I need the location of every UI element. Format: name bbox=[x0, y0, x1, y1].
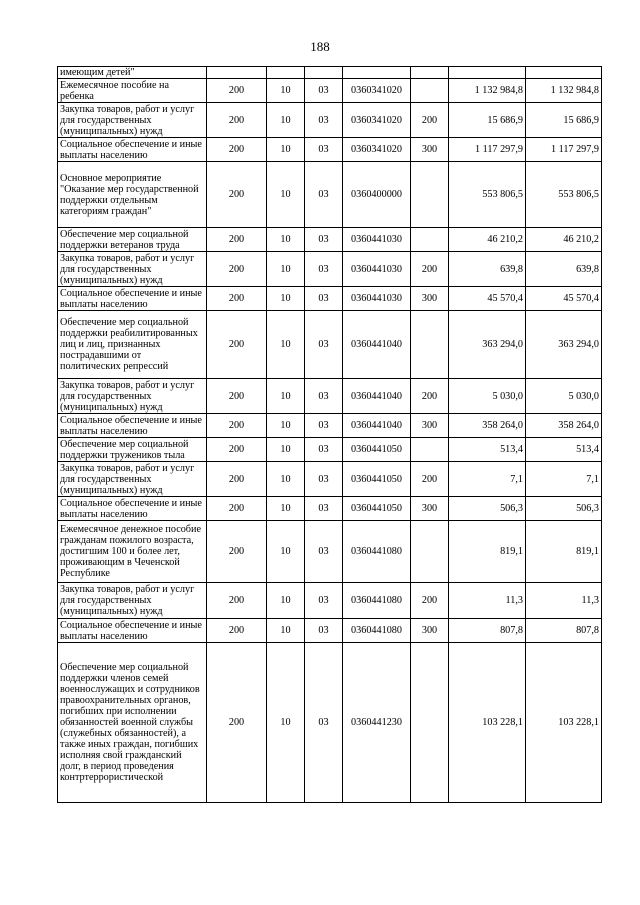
cell-vr bbox=[411, 228, 449, 252]
cell-gr: 200 bbox=[207, 643, 267, 803]
table-row bbox=[58, 138, 602, 162]
cell-csr: 0360441080 bbox=[343, 583, 411, 619]
table-row bbox=[58, 67, 602, 79]
cell-csr: 0360441080 bbox=[343, 619, 411, 643]
cell-rz: 10 bbox=[267, 643, 305, 803]
cell-vr bbox=[411, 162, 449, 228]
cell-name: Закупка товаров, работ и услуг для государственных (муниципальных) нужд bbox=[58, 252, 207, 287]
cell-pr: 03 bbox=[305, 583, 343, 619]
table-row bbox=[58, 521, 602, 583]
table-row bbox=[58, 583, 602, 619]
cell-name: Социальное обеспечение и иные выплаты населению bbox=[58, 414, 207, 438]
cell-pr: 03 bbox=[305, 462, 343, 497]
cell-csr: 0360341020 bbox=[343, 79, 411, 103]
cell-csr: 0360441050 bbox=[343, 438, 411, 462]
cell-sum1: 363 294,0 bbox=[449, 311, 526, 379]
cell-rz: 10 bbox=[267, 414, 305, 438]
cell-vr: 300 bbox=[411, 138, 449, 162]
cell-rz: 10 bbox=[267, 228, 305, 252]
cell-csr: 0360441040 bbox=[343, 311, 411, 379]
cell-csr: 0360400000 bbox=[343, 162, 411, 228]
cell-rz bbox=[267, 67, 305, 79]
cell-csr: 0360441050 bbox=[343, 497, 411, 521]
cell-gr: 200 bbox=[207, 438, 267, 462]
cell-rz: 10 bbox=[267, 462, 305, 497]
cell-sum2: 639,8 bbox=[526, 252, 602, 287]
table-row bbox=[58, 438, 602, 462]
table-row bbox=[58, 379, 602, 414]
table-row bbox=[58, 497, 602, 521]
cell-rz: 10 bbox=[267, 497, 305, 521]
cell-name: Обеспечение мер социальной поддержки реабилитированных лиц и лиц, признанных пострадавшими от политических репрессий bbox=[58, 311, 207, 379]
cell-name: Обеспечение мер социальной поддержки членов семей военнослужащих и сотрудников правоохранительных органов, погибших при исполнении обязанностей военной службы (служебных обязанностей), а также иных граждан, погибших исполняя свой гражданский долг, в период проведения контртеррористической bbox=[58, 643, 207, 803]
cell-csr: 0360441230 bbox=[343, 643, 411, 803]
cell-vr bbox=[411, 521, 449, 583]
cell-csr: 0360441030 bbox=[343, 287, 411, 311]
cell-vr: 200 bbox=[411, 462, 449, 497]
cell-sum2: 7,1 bbox=[526, 462, 602, 497]
table-row bbox=[58, 643, 602, 803]
cell-sum1: 358 264,0 bbox=[449, 414, 526, 438]
cell-vr: 300 bbox=[411, 414, 449, 438]
cell-gr: 200 bbox=[207, 252, 267, 287]
cell-vr bbox=[411, 67, 449, 79]
cell-gr: 200 bbox=[207, 462, 267, 497]
cell-name: Ежемесячное пособие на ребенка bbox=[58, 79, 207, 103]
cell-name: Закупка товаров, работ и услуг для государственных (муниципальных) нужд bbox=[58, 379, 207, 414]
cell-pr bbox=[305, 67, 343, 79]
cell-csr: 0360441040 bbox=[343, 414, 411, 438]
table-row bbox=[58, 287, 602, 311]
cell-gr: 200 bbox=[207, 287, 267, 311]
cell-sum2: 513,4 bbox=[526, 438, 602, 462]
cell-name: Социальное обеспечение и иные выплаты населению bbox=[58, 287, 207, 311]
cell-sum1: 15 686,9 bbox=[449, 103, 526, 138]
cell-sum1: 45 570,4 bbox=[449, 287, 526, 311]
table-row bbox=[58, 462, 602, 497]
cell-pr: 03 bbox=[305, 287, 343, 311]
cell-name: Закупка товаров, работ и услуг для государственных (муниципальных) нужд bbox=[58, 583, 207, 619]
table-row bbox=[58, 162, 602, 228]
cell-sum2: 363 294,0 bbox=[526, 311, 602, 379]
cell-csr: 0360341020 bbox=[343, 138, 411, 162]
cell-pr: 03 bbox=[305, 619, 343, 643]
cell-rz: 10 bbox=[267, 103, 305, 138]
cell-sum2: 1 132 984,8 bbox=[526, 79, 602, 103]
cell-pr: 03 bbox=[305, 228, 343, 252]
cell-sum1: 807,8 bbox=[449, 619, 526, 643]
cell-csr: 0360441050 bbox=[343, 462, 411, 497]
cell-pr: 03 bbox=[305, 103, 343, 138]
cell-sum1: 11,3 bbox=[449, 583, 526, 619]
cell-csr: 0360441030 bbox=[343, 228, 411, 252]
cell-sum2: 358 264,0 bbox=[526, 414, 602, 438]
cell-pr: 03 bbox=[305, 79, 343, 103]
cell-rz: 10 bbox=[267, 619, 305, 643]
cell-gr: 200 bbox=[207, 162, 267, 228]
cell-csr: 0360341020 bbox=[343, 103, 411, 138]
cell-sum2: 5 030,0 bbox=[526, 379, 602, 414]
cell-vr: 300 bbox=[411, 497, 449, 521]
cell-sum1: 553 806,5 bbox=[449, 162, 526, 228]
cell-sum1: 506,3 bbox=[449, 497, 526, 521]
cell-gr: 200 bbox=[207, 521, 267, 583]
cell-sum1: 5 030,0 bbox=[449, 379, 526, 414]
cell-name: Обеспечение мер социальной поддержки ветеранов труда bbox=[58, 228, 207, 252]
cell-pr: 03 bbox=[305, 138, 343, 162]
cell-sum2: 819,1 bbox=[526, 521, 602, 583]
cell-sum1: 103 228,1 bbox=[449, 643, 526, 803]
cell-name: Ежемесячное денежное пособие гражданам пожилого возраста, достигшим 100 и более лет, проживающим в Чеченской Республике bbox=[58, 521, 207, 583]
cell-sum2: 1 117 297,9 bbox=[526, 138, 602, 162]
cell-pr: 03 bbox=[305, 521, 343, 583]
cell-gr: 200 bbox=[207, 583, 267, 619]
table-row bbox=[58, 228, 602, 252]
cell-vr bbox=[411, 311, 449, 379]
cell-rz: 10 bbox=[267, 287, 305, 311]
cell-gr: 200 bbox=[207, 379, 267, 414]
cell-sum2: 45 570,4 bbox=[526, 287, 602, 311]
cell-sum2: 103 228,1 bbox=[526, 643, 602, 803]
cell-gr: 200 bbox=[207, 311, 267, 379]
cell-rz: 10 bbox=[267, 438, 305, 462]
cell-pr: 03 bbox=[305, 643, 343, 803]
table-row bbox=[58, 619, 602, 643]
cell-csr: 0360441080 bbox=[343, 521, 411, 583]
cell-rz: 10 bbox=[267, 583, 305, 619]
cell-sum1: 819,1 bbox=[449, 521, 526, 583]
cell-name: Обеспечение мер социальной поддержки тружеников тыла bbox=[58, 438, 207, 462]
cell-csr: 0360441030 bbox=[343, 252, 411, 287]
cell-rz: 10 bbox=[267, 379, 305, 414]
cell-rz: 10 bbox=[267, 311, 305, 379]
cell-rz: 10 bbox=[267, 252, 305, 287]
table-row bbox=[58, 79, 602, 103]
cell-vr: 300 bbox=[411, 619, 449, 643]
cell-gr: 200 bbox=[207, 103, 267, 138]
cell-sum1: 513,4 bbox=[449, 438, 526, 462]
cell-gr: 200 bbox=[207, 414, 267, 438]
cell-rz: 10 bbox=[267, 162, 305, 228]
cell-gr: 200 bbox=[207, 138, 267, 162]
cell-sum1: 1 117 297,9 bbox=[449, 138, 526, 162]
cell-sum1: 7,1 bbox=[449, 462, 526, 497]
cell-name: Закупка товаров, работ и услуг для государственных (муниципальных) нужд bbox=[58, 103, 207, 138]
cell-sum1: 1 132 984,8 bbox=[449, 79, 526, 103]
table-row bbox=[58, 311, 602, 379]
cell-vr: 300 bbox=[411, 287, 449, 311]
cell-gr: 200 bbox=[207, 619, 267, 643]
cell-vr: 200 bbox=[411, 103, 449, 138]
cell-pr: 03 bbox=[305, 162, 343, 228]
page-number: 188 bbox=[310, 39, 330, 54]
cell-gr: 200 bbox=[207, 79, 267, 103]
cell-vr bbox=[411, 438, 449, 462]
cell-rz: 10 bbox=[267, 138, 305, 162]
table-row bbox=[58, 103, 602, 138]
cell-csr bbox=[343, 67, 411, 79]
cell-pr: 03 bbox=[305, 497, 343, 521]
table-row bbox=[58, 414, 602, 438]
cell-pr: 03 bbox=[305, 311, 343, 379]
cell-gr: 200 bbox=[207, 497, 267, 521]
cell-sum2 bbox=[526, 67, 602, 79]
budget-table bbox=[57, 66, 602, 803]
cell-sum2: 11,3 bbox=[526, 583, 602, 619]
cell-rz: 10 bbox=[267, 521, 305, 583]
cell-name: Основное мероприятие "Оказание мер государственной поддержки отдельным категориям граждан" bbox=[58, 162, 207, 228]
cell-pr: 03 bbox=[305, 379, 343, 414]
cell-vr: 200 bbox=[411, 583, 449, 619]
cell-sum2: 553 806,5 bbox=[526, 162, 602, 228]
cell-sum2: 506,3 bbox=[526, 497, 602, 521]
cell-pr: 03 bbox=[305, 414, 343, 438]
cell-name: имеющим детей" bbox=[58, 67, 207, 79]
cell-vr bbox=[411, 643, 449, 803]
cell-gr: 200 bbox=[207, 228, 267, 252]
cell-name: Социальное обеспечение и иные выплаты населению bbox=[58, 497, 207, 521]
cell-pr: 03 bbox=[305, 252, 343, 287]
cell-sum1: 639,8 bbox=[449, 252, 526, 287]
cell-vr bbox=[411, 79, 449, 103]
cell-sum2: 15 686,9 bbox=[526, 103, 602, 138]
table-row bbox=[58, 252, 602, 287]
cell-name: Закупка товаров, работ и услуг для государственных (муниципальных) нужд bbox=[58, 462, 207, 497]
cell-sum1: 46 210,2 bbox=[449, 228, 526, 252]
cell-name: Социальное обеспечение и иные выплаты населению bbox=[58, 138, 207, 162]
cell-csr: 0360441040 bbox=[343, 379, 411, 414]
cell-sum1 bbox=[449, 67, 526, 79]
cell-name: Социальное обеспечение и иные выплаты населению bbox=[58, 619, 207, 643]
cell-pr: 03 bbox=[305, 438, 343, 462]
cell-vr: 200 bbox=[411, 379, 449, 414]
cell-sum2: 46 210,2 bbox=[526, 228, 602, 252]
cell-gr bbox=[207, 67, 267, 79]
cell-vr: 200 bbox=[411, 252, 449, 287]
cell-rz: 10 bbox=[267, 79, 305, 103]
cell-sum2: 807,8 bbox=[526, 619, 602, 643]
